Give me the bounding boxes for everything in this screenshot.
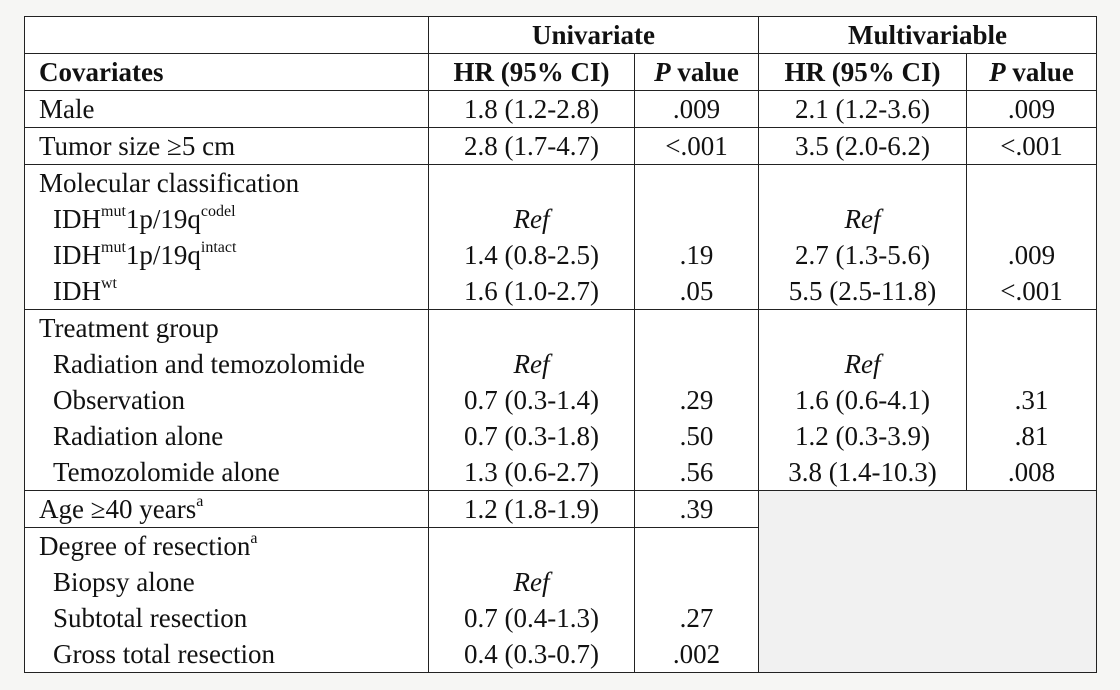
multivariable-hr: 2.1 (1.2-3.6): [759, 91, 967, 128]
group-header-row: [25, 17, 1097, 54]
list-item: $IDH^{mut}1p/19q^{codel}$: [53, 203, 236, 234]
table-row-age: [25, 491, 1097, 528]
section-title: Molecular classification: [39, 168, 300, 198]
univariate-p: <.001: [635, 128, 759, 165]
treatment-labels: [25, 310, 429, 491]
hazard-ratio-table: [24, 16, 1097, 673]
univariate-hr-header: HR (95% CI): [429, 54, 635, 91]
list-item: $IDH^{mut}1p/19q^{intact}$: [53, 239, 237, 270]
list-item: Radiation and temozolomide: [53, 349, 365, 379]
table-row-molecular: [25, 165, 1097, 310]
list-item: Observation: [53, 385, 185, 415]
section-title: Degree of resection$^a$: [39, 530, 258, 561]
multivariable-p: <.001: [967, 128, 1097, 165]
univariate-p: .39: [635, 491, 759, 528]
covariates-header: Covariates: [25, 54, 429, 91]
univariate-header: Univariate: [429, 17, 759, 54]
multivariable-hr: Ref 1.6 (0.6-4.1) 1.2 (0.3-3.9) 3.8 (1.4-10.3): [759, 310, 967, 491]
multivariable-p: .009: [967, 91, 1097, 128]
univariate-hr: 1.2 (1.8-1.9): [429, 491, 635, 528]
multivariable-p: .009 <.001: [967, 165, 1097, 310]
multivariable-header: Multivariable: [759, 17, 1097, 54]
univariate-p: .29 .50 .56: [635, 310, 759, 491]
section-title: Treatment group: [39, 313, 219, 343]
list-item: Subtotal resection: [53, 603, 248, 633]
univariate-p: .19 .05: [635, 165, 759, 310]
resection-labels: [25, 528, 429, 673]
multivariable-hr: Ref 2.7 (1.3-5.6) 5.5 (2.5-11.8): [759, 165, 967, 310]
empty-multivariable-block: [759, 491, 1097, 673]
column-header-row: [25, 54, 1097, 91]
univariate-hr: 1.8 (1.2-2.8): [429, 91, 635, 128]
p-rest: value: [1005, 57, 1074, 87]
p-italic: P: [654, 57, 671, 87]
list-item: Gross total resection: [53, 639, 275, 669]
covariate-label: Age ≥40 years$^a$: [25, 491, 429, 528]
list-item: Biopsy alone: [53, 567, 195, 597]
univariate-hr: Ref 0.7 (0.4-1.3) 0.4 (0.3-0.7): [429, 528, 635, 673]
empty-header-cell: [25, 17, 429, 54]
covariate-label: Male: [25, 91, 429, 128]
univariate-hr: 2.8 (1.7-4.7): [429, 128, 635, 165]
table-wrapper: [24, 16, 1097, 673]
p-italic: P: [989, 57, 1006, 87]
table-row: [25, 128, 1097, 165]
multivariable-hr-header: HR (95% CI): [759, 54, 967, 91]
univariate-p-header: [635, 54, 759, 91]
list-item: $IDH^{wt}$: [53, 275, 117, 306]
list-item: Radiation alone: [53, 421, 224, 451]
table-row: [25, 91, 1097, 128]
multivariable-hr: 3.5 (2.0-6.2): [759, 128, 967, 165]
covariate-label: Tumor size ≥5 cm: [25, 128, 429, 165]
univariate-p: .27 .002: [635, 528, 759, 673]
multivariable-p: .31 .81 .008: [967, 310, 1097, 491]
list-item: Temozolomide alone: [53, 457, 280, 487]
univariate-p: .009: [635, 91, 759, 128]
univariate-hr: Ref 1.4 (0.8-2.5) 1.6 (1.0-2.7): [429, 165, 635, 310]
univariate-hr: Ref 0.7 (0.3-1.4) 0.7 (0.3-1.8) 1.3 (0.6-2.7): [429, 310, 635, 491]
table-row-treatment: [25, 310, 1097, 491]
multivariable-p-header: [967, 54, 1097, 91]
p-rest: value: [670, 57, 739, 87]
molecular-labels: [25, 165, 429, 310]
